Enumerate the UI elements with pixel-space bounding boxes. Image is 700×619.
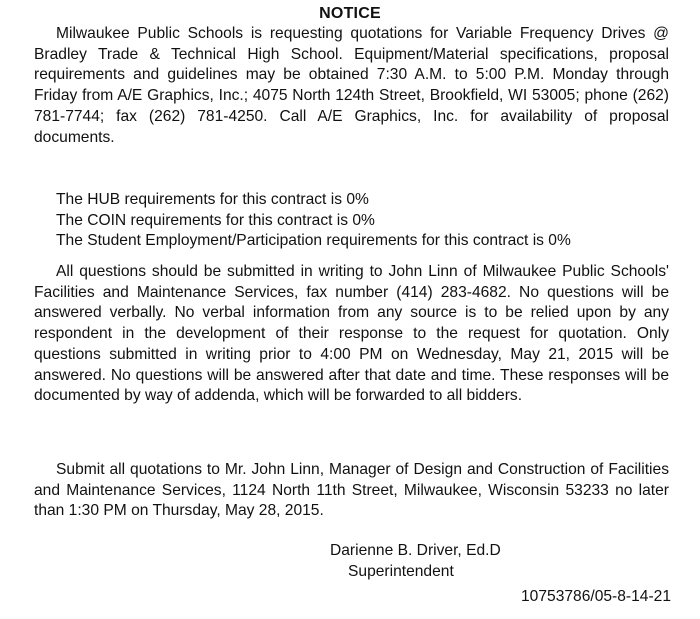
reference-number: 10753786/05-8-14-21 <box>521 588 671 605</box>
notice-heading: NOTICE <box>319 5 381 22</box>
signatory-name: Darienne B. Driver, Ed.D <box>330 542 501 559</box>
requirement-student-employment: The Student Employment/Participation requirements for this contract is 0% <box>56 232 571 249</box>
signatory-title: Superintendent <box>348 562 454 580</box>
requirements-list <box>56 190 676 252</box>
submission-paragraph: Submit all quotations to Mr. John Linn, Manager of Design and Construction of Facilities and Maintenance Services, 1124 North 11th Street, Milwaukee, Wisconsin 53233 no later than 1:30 PM on Thursday, May 28, 2015. <box>34 461 669 520</box>
intro-paragraph: Milwaukee Public Schools is requesting quotations for Variable Frequency Drives @ Bradley Trade & Technical High School. Equipment/Material specifications, proposal requirements and guidelines may be obtained 7:30 A.M. to 5:00 P.M. Monday through Friday from A/E Graphics, Inc.; 4075 North 124th Street, Brookfield, WI 53005; phone (262) 781-7744; fax (262) 781-4250. Call A/E Graphics, Inc. for availability of proposal documents. <box>34 25 669 146</box>
questions-paragraph: All questions should be submitted in writing to John Linn of Milwaukee Public Schools' Facilities and Maintenance Services, fax number (414) 283-4682. No questions will be answered verbally. No verbal information from any source is to be relied upon by any respondent in the development of their response to the request for quotation. Only questions submitted in writing prior to 4:00 PM on Wednesday, May 21, 2015 will be answered. No questions will be answered after that date and time. These responses will be documented by way of addenda, which will be forwarded to all bidders. <box>34 263 669 405</box>
requirement-hub: The HUB requirements for this contract is 0% <box>56 191 369 208</box>
signature-block <box>330 541 501 582</box>
requirement-coin: The COIN requirements for this contract is 0% <box>56 211 375 229</box>
